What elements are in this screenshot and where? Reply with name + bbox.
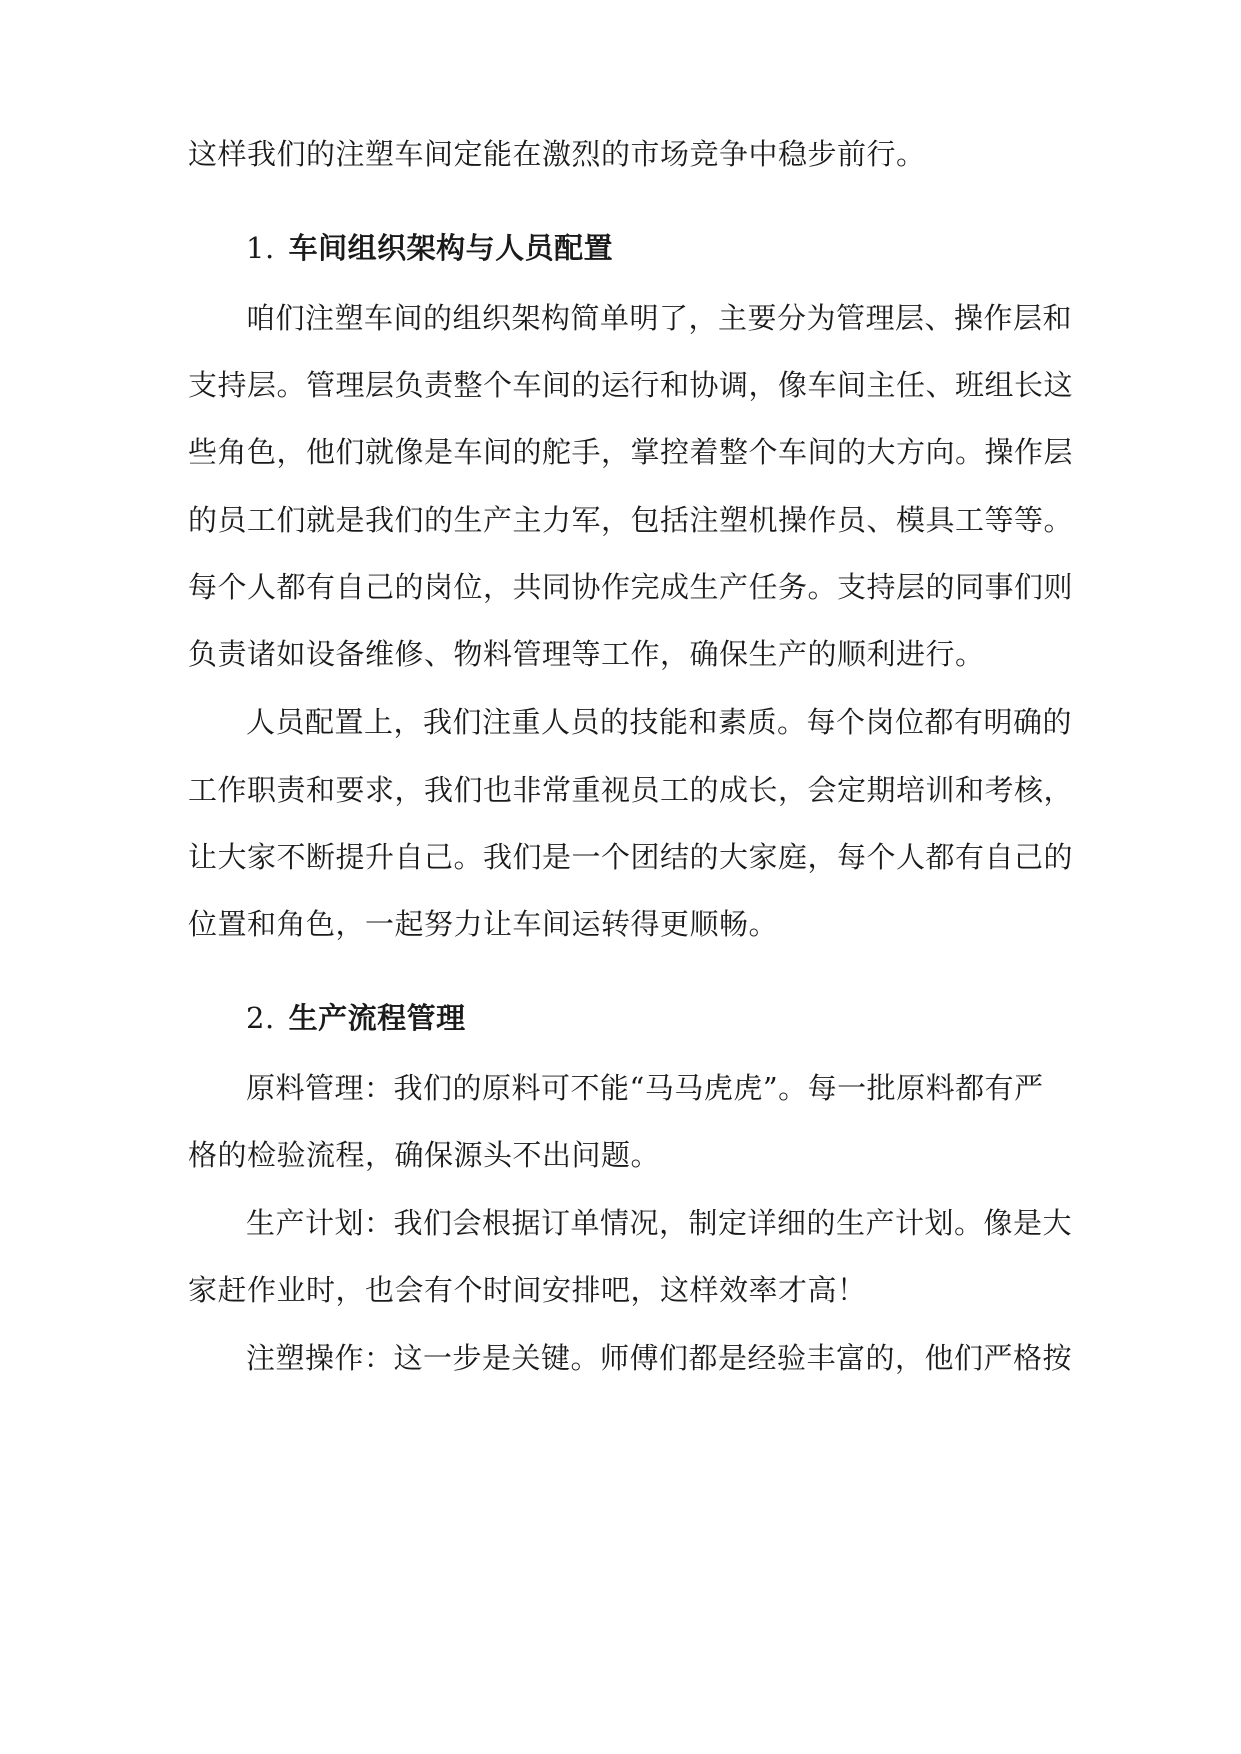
paragraph-line: 的员工们就是我们的生产主力军，包括注塑机操作员、模具工等等。 [188, 503, 1074, 537]
paragraph-line: 注塑操作：这一步是关键。师傅们都是经验丰富的，他们严格按 [246, 1341, 1073, 1375]
paragraph-line: 生产计划：我们会根据订单情况，制定详细的生产计划。像是大 [246, 1206, 1073, 1240]
paragraph-line: 原料管理：我们的原料可不能“马马虎虎”。每一批原料都有严 [246, 1071, 1044, 1105]
section-1-heading [246, 228, 613, 268]
section-1-number: 1. [246, 231, 275, 265]
paragraph-line: 些角色，他们就像是车间的舵手，掌控着整个车间的大方向。操作层 [188, 435, 1074, 469]
section-2-title: 生产流程管理 [288, 1001, 466, 1035]
paragraph-line: 人员配置上，我们注重人员的技能和素质。每个岗位都有明确的 [246, 705, 1073, 739]
paragraph-line: 家赶作业时，也会有个时间安排吧，这样效率才高！ [188, 1273, 867, 1307]
paragraph-line: 位置和角色，一起努力让车间运转得更顺畅。 [188, 907, 779, 941]
paragraph-line: 格的检验流程，确保源头不出问题。 [188, 1138, 661, 1172]
paragraph-line: 支持层。管理层负责整个车间的运行和协调，像车间主任、班组长这 [188, 368, 1074, 402]
paragraph-line: 让大家不断提升自己。我们是一个团结的大家庭，每个人都有自己的 [188, 840, 1074, 874]
section-2-number: 2. [246, 1001, 275, 1035]
paragraph-line: 负责诸如设备维修、物料管理等工作，确保生产的顺利进行。 [188, 637, 985, 671]
section-1-title: 车间组织架构与人员配置 [288, 231, 614, 265]
intro-line: 这样我们的注塑车间定能在激烈的市场竞争中稳步前行。 [188, 137, 926, 171]
section-2-heading [246, 998, 466, 1038]
paragraph-line: 每个人都有自己的岗位，共同协作完成生产任务。支持层的同事们则 [188, 570, 1074, 604]
paragraph-line: 咱们注塑车间的组织架构简单明了，主要分为管理层、操作层和 [246, 301, 1073, 335]
paragraph-line: 工作职责和要求，我们也非常重视员工的成长，会定期培训和考核， [188, 773, 1074, 807]
